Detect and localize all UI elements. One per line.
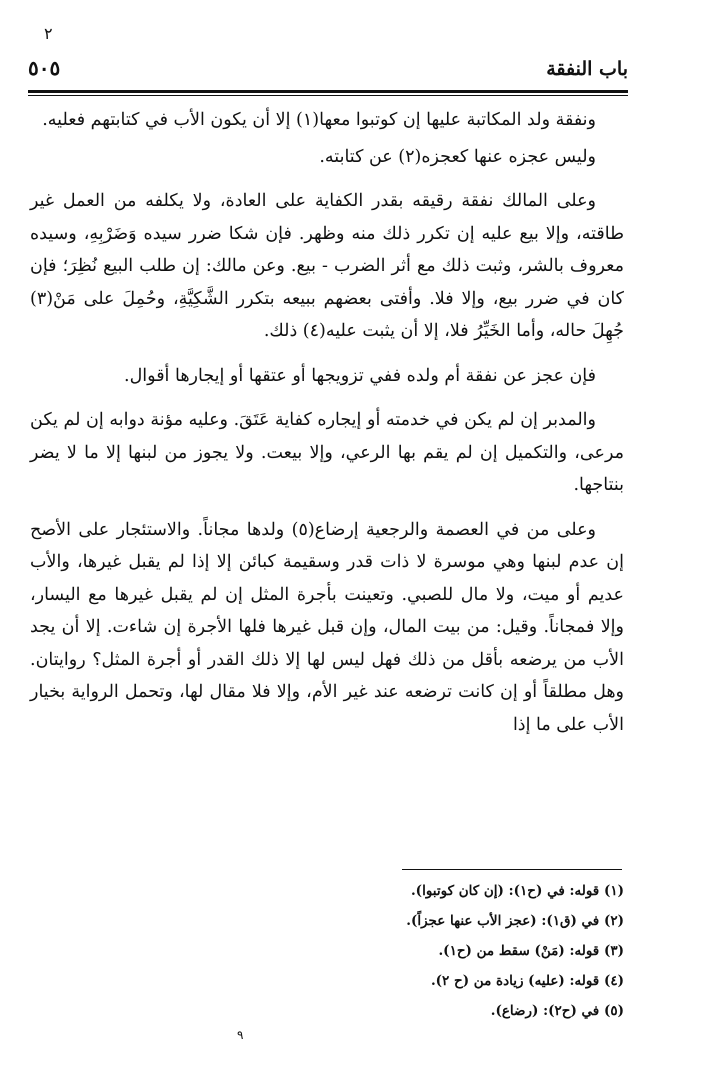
chapter-title: باب النفقة	[546, 58, 628, 80]
running-header	[28, 54, 628, 90]
top-margin-mark: ٢	[44, 24, 53, 43]
paragraph: ونفقة ولد المكاتبة عليها إن كوتبوا معها(١) إلا أن يكون الأب في كتابتهم فعليه.	[42, 110, 596, 130]
bottom-margin-mark: ٩	[237, 1028, 244, 1042]
paragraph: والمدبر إن لم يكن في خدمته أو إيجاره كفاية عَتَقَ. وعليه مؤنة دوابه إن لم يكن مرعى، والتكميل إن لم يقم بها الرعي، وإلا بيعت. ولا يجوز من لبنها إلا ما لا يضر بنتاجها.	[30, 410, 624, 495]
paragraph: وعلى المالك نفقة رقيقه بقدر الكفاية على العادة، ولا يكلفه من العمل غير طاقته، وإلا بيع عليه إن تكرر ذلك منه وظهر. فإن شكا ضرر سيده وَضَرْبِهِ، وسيده معروف بالشر، وثبت ذلك مع أثر الضرب - بيع. وعن مالك: إن طلب البيع نُظِرَ؛ فإن كان في ضرر بيع، وإلا فلا. وأفتى بعضهم ببيعه بتكرر الشَّكِيَّةِ، وحُمِلَ على مَنْ(٣) جُهِلَ حاله، وأما الخَيِّرُ فلا، إلا أن يثبت عليه(٤) ذلك.	[30, 191, 624, 341]
paragraph: فإن عجز عن نفقة أم ولده ففي تزويجها أو عتقها أو إيجارها أقوال.	[124, 365, 596, 386]
footnotes	[30, 876, 624, 1026]
main-text	[30, 104, 624, 753]
footnote-separator	[402, 869, 622, 870]
page-number: ٥٠٥	[28, 56, 61, 80]
footnote: (١) قوله: في (ح١): (إن كان كوتبوا).	[410, 883, 624, 899]
footnote: (٤) قوله: (عليه) زيادة من (ح ٢).	[430, 973, 624, 989]
header-rule-thick	[28, 90, 628, 93]
paragraph: وعلى من في العصمة والرجعية إرضاع(٥) ولدها مجاناً. والاستئجار على الأصح إن عدم لبنها وهي موسرة لا ذات قدر وسقيمة كبائن إلا إذا لم يقبل غيرها، والأب عديم أو ميت، ولا مال للصبي. وتعينت بأجرة المثل إن لم يقبل غيرها مع اليسار، وإلا فمجاناً. وقيل: من بيت المال، وإن قبل غيرها فلها الأجرة إن شاءت. إلا أن يجد الأب من يرضعه بأقل من ذلك فهل ليس لها إلا ذلك القدر أو أجرة المثل؟ روايتان. وهل مطلقاً أو إن كانت ترضعه عند غير الأم، وإلا فلا مقال لها، وتحمل الرواية بخيار الأب على ما إذا	[30, 519, 624, 735]
footnote: (٢) في (ق١): (عجز الأب عنها عجزاً).	[406, 913, 624, 929]
header-rule-thin	[28, 95, 628, 96]
footnote: (٥) في (ح٢): (رضاع).	[490, 1003, 624, 1019]
footnote: (٣) قوله: (مَنْ) سقط من (ح١).	[438, 943, 624, 959]
paragraph: وليس عجزه عنها كعجزه(٢) عن كتابته.	[319, 146, 596, 167]
